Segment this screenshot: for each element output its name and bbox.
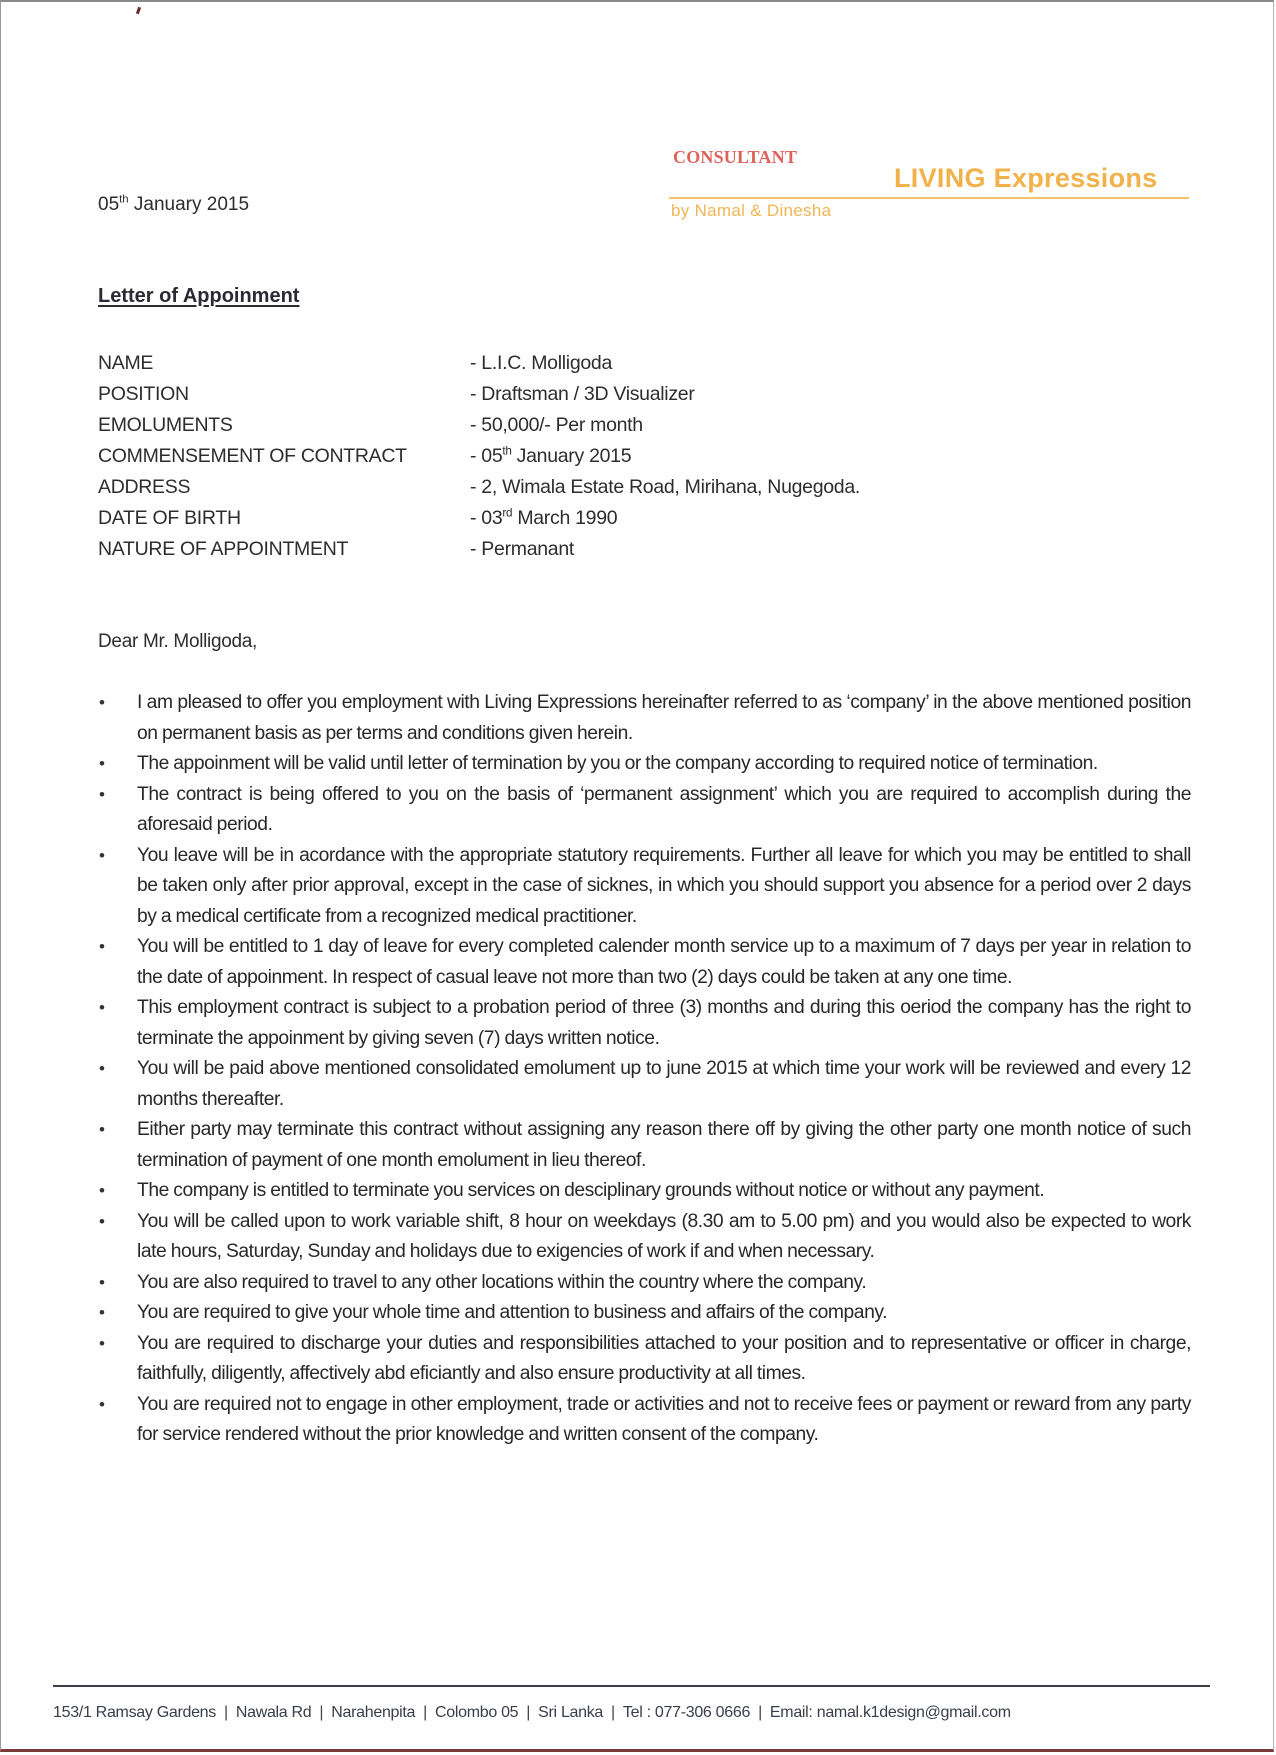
detail-row-address <box>98 472 860 503</box>
footer-separator: | <box>319 1704 324 1721</box>
bullet-icon: • <box>99 1333 105 1353</box>
detail-label: COMMENSEMENT OF CONTRACT <box>98 445 407 467</box>
detail-value: - 50,000/- Per month <box>470 414 643 436</box>
date-rest: January 2015 <box>128 194 250 215</box>
detail-value: - Permanant <box>470 538 574 560</box>
bullet-icon: • <box>99 693 105 712</box>
date-day: 05 <box>98 194 120 215</box>
footer-city: Colombo 05 <box>435 1704 519 1721</box>
appointment-details <box>98 348 860 565</box>
detail-row-nature <box>98 534 860 565</box>
bullet-icon: • <box>99 1211 105 1231</box>
term-text: The company is entitled to terminate you services on desciplinary grounds without notice or without any payment. <box>137 1180 1045 1201</box>
list-item <box>93 749 1191 780</box>
footer-contact <box>53 1704 1011 1722</box>
term-text: You are required to give your whole time and attention to business and affairs of the company. <box>137 1302 888 1323</box>
bullet-icon: • <box>99 1303 105 1322</box>
footer-separator: | <box>758 1704 762 1721</box>
bullet-icon: • <box>99 998 105 1017</box>
detail-value: - Draftsman / 3D Visualizer <box>470 383 695 405</box>
term-text: You will be paid above mentioned consolidated emolument up to june 2015 at which time your work will be reviewed and every 12 months thereafter. <box>137 1058 1191 1110</box>
detail-value <box>470 445 631 468</box>
bullet-icon: • <box>99 1272 105 1292</box>
detail-label: POSITION <box>98 383 189 405</box>
list-item <box>93 1115 1191 1176</box>
list-item <box>93 1298 1191 1329</box>
list-item <box>93 1054 1191 1115</box>
detail-row-dob <box>98 503 860 534</box>
list-item <box>93 780 1191 841</box>
footer-rule <box>53 1685 1210 1687</box>
list-item <box>93 1390 1191 1451</box>
list-item <box>93 993 1191 1054</box>
detail-value <box>470 507 617 530</box>
footer-address: 153/1 Ramsay Gardens <box>53 1704 216 1721</box>
footer-email: Email: namal.k1design@gmail.com <box>769 1704 1011 1721</box>
letterhead-rule <box>669 197 1189 199</box>
detail-row-position <box>98 379 860 410</box>
value-post: January 2015 <box>511 445 632 467</box>
letterhead-consultant: CONSULTANT <box>673 147 798 167</box>
list-item <box>93 841 1191 933</box>
bullet-icon: • <box>99 1181 105 1200</box>
detail-label: DATE OF BIRTH <box>98 507 241 529</box>
term-text: The contract is being offered to you on the basis of ‘permanent assignment’ which you are required to accomplish during the aforesaid period. <box>137 783 1191 835</box>
footer-separator: | <box>223 1704 228 1721</box>
letterhead-byline: by Namal & Dinesha <box>671 201 832 220</box>
footer-road: Nawala Rd <box>235 1704 312 1721</box>
bullet-icon: • <box>99 784 105 804</box>
detail-label: EMOLUMENTS <box>98 414 233 436</box>
footer-separator: | <box>423 1704 427 1721</box>
term-text: You will be called upon to work variable shift, 8 hour on weekdays (8.30 am to 5.00 pm) and you would also be expected to work late hours, Saturday, Sunday and holidays due to exigencies of work if and when necessary. <box>137 1210 1191 1262</box>
term-text: You are required not to engage in other employment, trade or activities and not to receive fees or payment or reward from any party for service rendered without the prior knowledge and written consent of the company. <box>137 1393 1191 1445</box>
term-text: You leave will be in acordance with the appropriate statutory requirements. Further all leave for which you may be entitled to shall be taken only after prior approval, except in the case of sicknes, in which you should support you absence for a period over 2 days by a medical certificate from a recognized medical practitioner. <box>137 844 1191 927</box>
footer-area: Narahenpita <box>331 1704 416 1721</box>
footer-country: Sri Lanka <box>538 1704 604 1721</box>
bullet-icon: • <box>99 937 105 956</box>
terms-list <box>93 688 1191 1451</box>
term-text: Either party may terminate this contract without assigning any reason there off by giving the other party one month notice of such termination of payment of one month emolument in lieu thereof. <box>137 1119 1191 1171</box>
detail-label: NATURE OF APPOINTMENT <box>98 538 349 560</box>
value-pre: - 05 <box>470 445 503 467</box>
list-item <box>93 1268 1191 1299</box>
list-item <box>93 1207 1191 1268</box>
detail-row-commencement <box>98 441 860 472</box>
letter-title: Letter of Appoinment <box>98 285 300 307</box>
value-sup: th <box>502 444 512 458</box>
detail-label: NAME <box>98 352 154 374</box>
detail-row-emoluments <box>98 410 860 441</box>
term-text: I am pleased to offer you employment with Living Expressions hereinafter referred to as ‘company’ in the above mentioned position on permanent basis as per terms and conditions given herein. <box>137 692 1191 744</box>
footer-separator: | <box>611 1704 615 1721</box>
bullet-icon: • <box>99 754 105 773</box>
footer-phone: Tel : 077-306 0666 <box>622 1704 751 1721</box>
bullet-icon: • <box>99 845 105 865</box>
value-sup: rd <box>502 506 513 520</box>
bullet-icon: • <box>99 1120 105 1139</box>
salutation: Dear Mr. Molligoda, <box>98 631 258 652</box>
bullet-icon: • <box>99 1394 105 1414</box>
value-pre: - 03 <box>470 507 503 529</box>
detail-value: - L.I.C. Molligoda <box>470 352 612 374</box>
list-item <box>93 932 1191 993</box>
detail-row-name <box>98 348 860 379</box>
term-text: You will be entitled to 1 day of leave for every completed calender month service up to a maximum of 7 days per year in relation to the date of appoinment. In respect of casual leave not more than two (2) days could be taken at any one time. <box>137 936 1191 988</box>
date-suffix: th <box>119 193 129 206</box>
list-item <box>93 1329 1191 1390</box>
value-post: March 1990 <box>512 507 618 529</box>
detail-value: - 2, Wimala Estate Road, Mirihana, Nugegoda. <box>470 476 860 498</box>
letterhead-brand: LIVING Expressions <box>894 163 1158 193</box>
list-item <box>93 1176 1191 1207</box>
scan-mark <box>136 7 141 15</box>
term-text: You are also required to travel to any other locations within the country where the company. <box>137 1271 867 1293</box>
footer-separator: | <box>526 1704 531 1721</box>
detail-label: ADDRESS <box>98 476 191 498</box>
term-text: You are required to discharge your duties and responsibilities attached to your position and to representative or officer in charge, faithfully, diligently, affectively abd eficiantly and also ensure productivity at all times. <box>137 1332 1191 1384</box>
term-text: The appoinment will be valid until letter of termination by you or the company according to required notice of termination. <box>137 753 1098 774</box>
bullet-icon: • <box>99 1059 105 1078</box>
letter-date <box>98 194 249 216</box>
list-item <box>93 688 1191 749</box>
term-text: This employment contract is subject to a probation period of three (3) months and during this oeriod the company has the right to terminate the appoinment by giving seven (7) days written notice. <box>137 997 1191 1049</box>
